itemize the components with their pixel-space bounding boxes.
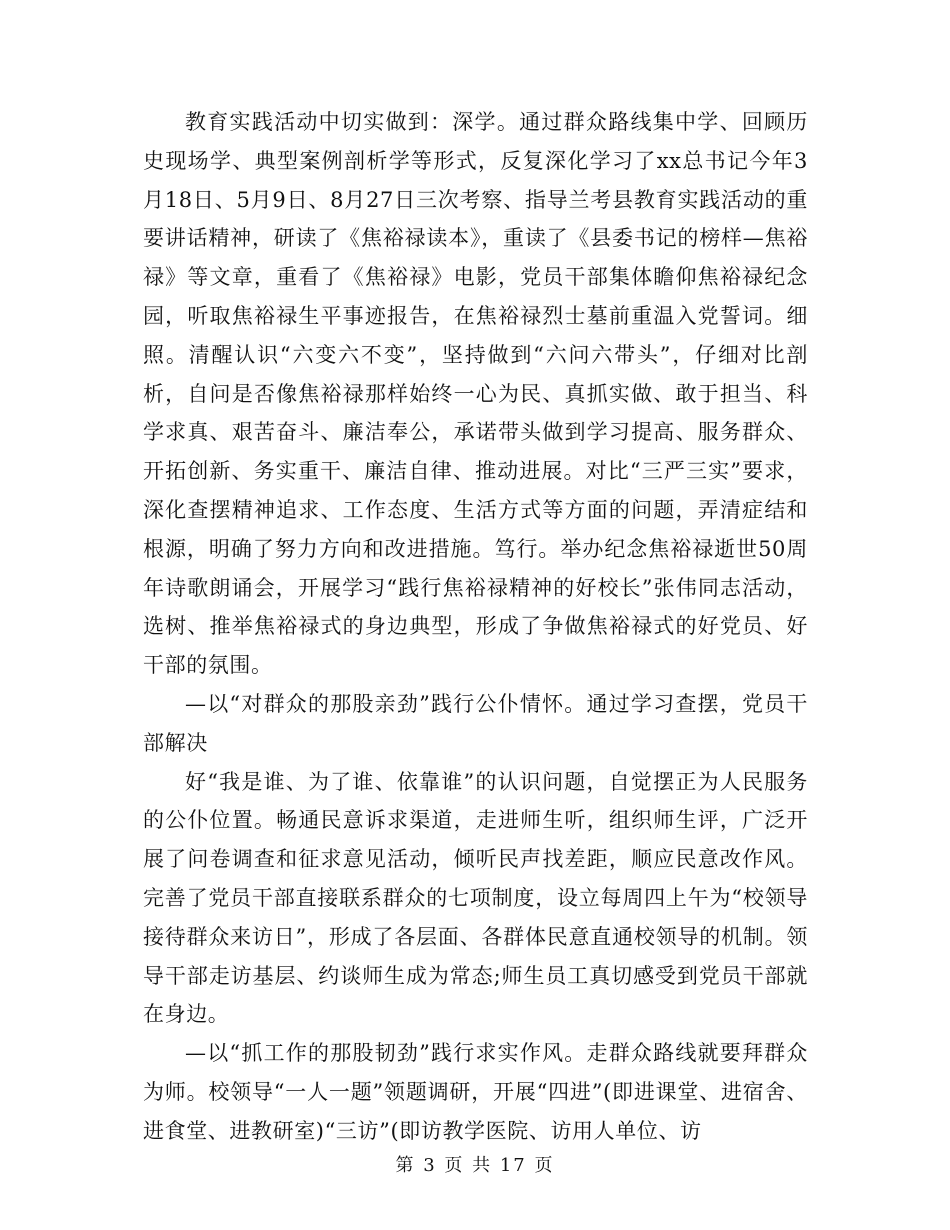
paragraph-practical-work: —以“抓工作的那股韧劲”践行求实作风。走群众路线就要拜群众为师。校领导“一人一题”领题调研，开展“四进”(即进课堂、进宿舍、进食堂、进教研室)“三访”(即访教学医院、访用人单位、访 xyxy=(143,1041,808,1143)
paragraph-public-servant-heading: —以“对群众的那股亲劲”践行公仆情怀。通过学习查摆，党员干部解决 xyxy=(143,691,808,755)
document-body xyxy=(143,103,808,1151)
paragraph-deep-study: 教育实践活动中切实做到：深学。通过群众路线集中学、回顾历史现场学、典型案例剖析学等形式，反复深化学习了xx总书记今年3月18日、5月9日、8月27日三次考察、指导兰考县教育实践活动的重要讲话精神，研读了《焦裕禄读本》，重读了《县委书记的榜样—焦裕禄》等文章，重看了《焦裕禄》电影，党员干部集体瞻仰焦裕禄纪念园，听取焦裕禄生平事迹报告，在焦裕禄烈士墓前重温入党誓词。细照。清醒认识“六变六不变”，坚持做到“六问六带头”，仔细对比剖析，自问是否像焦裕禄那样始终一心为民、真抓实做、敢于担当、科学求真、艰苦奋斗、廉洁奉公，承诺带头做到学习提高、服务群众、开拓创新、务实重干、廉洁自律、推动进展。对比“三严三实”要求，深化查摆精神追求、工作态度、生活方式等方面的问题，弄清症结和根源，明确了努力方向和改进措施。笃行。举办纪念焦裕禄逝世50周年诗歌朗诵会，开展学习“践行焦裕禄精神的好校长”张伟同志活动，选树、推举焦裕禄式的身边典型，形成了争做焦裕禄式的好党员、好干部的氛围。 xyxy=(143,110,808,678)
paragraph-public-servant-body: 好“我是谁、为了谁、依靠谁”的认识问题，自觉摆正为人民服务的公仆位置。畅通民意诉求渠道，走进师生听，组织师生评，广泛开展了问卷调查和征求意见活动，倾听民声找差距，顺应民意改作风。完善了党员干部直接联系群众的七项制度，设立每周四上午为“校领导接待群众来访日”，形成了各层面、各群体民意直通校领导的机制。领导干部走访基层、约谈师生成为常态;师生员工真切感受到党员干部就在身边。 xyxy=(143,769,808,1027)
page-footer: 第 3 页 共 17 页 xyxy=(395,1155,555,1176)
